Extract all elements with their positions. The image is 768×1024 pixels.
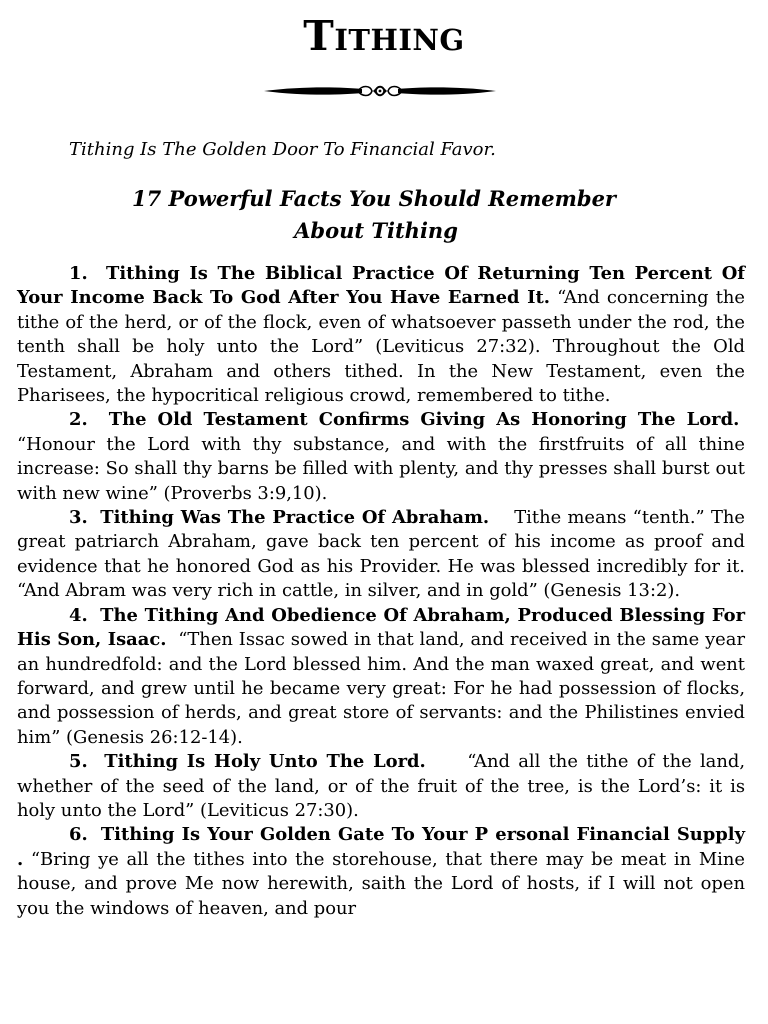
fact-text: “Honour the Lord with thy substance, and with the firstfruits of all thine increase: So shall thy barns be filled with plenty, and thy presses shall burst out with new wine” (Proverbs 3:9,10). bbox=[17, 433, 745, 504]
title-rest: ITHING bbox=[334, 23, 465, 57]
fact-number: 4. bbox=[69, 604, 88, 626]
fact-heading: Tithing Is The Biblical Practice Of Returning Ten Percent Of Your Income Back To God After You Have Earned It. bbox=[17, 263, 745, 309]
page-title bbox=[0, 12, 768, 60]
facts-list bbox=[17, 262, 745, 921]
fact-item-5 bbox=[17, 750, 745, 823]
title-first-letter: T bbox=[303, 12, 335, 60]
fact-text: Tithe means “tenth.” The great patriarch Abraham, gave back ten percent of his income as proof and evidence that he honored God as his Provider. He was blessed incredibly for it. “And Abram was very rich in cattle, in silver, and in gold” (Genesis 13:2). bbox=[17, 507, 745, 602]
fact-number: 3. bbox=[69, 507, 88, 529]
fact-text: “Then Issac sowed in that land, and received in the same year an hundredfold: and the Lord blessed him. And the man waxed great, and went forward, and grew until he became very great: For he had possession of flocks, and possession of herds, and great store of servants: and the Philistines envied him” (Genesis 26:12-14). bbox=[17, 629, 745, 748]
fact-heading: The Old Testament Confirms Giving As Honoring The Lord. bbox=[108, 409, 740, 431]
fact-number: 2. bbox=[69, 409, 88, 431]
subtitle-line-1: 17 Powerful Facts You Should Remember bbox=[131, 186, 616, 211]
fact-heading: Tithing Was The Practice Of Abraham. bbox=[100, 507, 490, 529]
fact-item-2 bbox=[17, 408, 745, 506]
fact-text: “And concerning the tithe of the herd, or of the flock, even of whatsoever passeth under the rod, the tenth shall be holy unto the Lord” (Leviticus 27:32). Throughout the Old Testament, Abraham and others tithed. In the New Testament, even the Pharisees, the hypocritical religious crowd, remembered to tithe. bbox=[17, 287, 746, 407]
fact-heading: Tithing Is Holy Unto The Lord. bbox=[104, 751, 426, 773]
fact-number: 6. bbox=[69, 824, 88, 846]
fact-text: “And all the tithe of the land, whether of the seed of the land, or of the fruit of the tree, is the Lord’s: it is holy unto the Lord” (Leviticus 27:30). bbox=[17, 751, 746, 821]
ornament-divider-icon bbox=[262, 81, 498, 101]
subtitle-line-2: About Tithing bbox=[294, 218, 458, 243]
fact-item-4 bbox=[17, 604, 745, 750]
fact-number: 1. bbox=[69, 263, 88, 284]
fact-item-6 bbox=[17, 823, 745, 921]
fact-text: “Bring ye all the tithes into the storehouse, that there may be meat in Mine house, and prove Me now herewith, saith the Lord of hosts, if I will not open you the windows of heaven, and pour bbox=[17, 848, 745, 919]
fact-item-1 bbox=[17, 262, 745, 408]
fact-heading: The Tithing And Obedience Of Abraham, Produced Blessing For His Son, Isaac. bbox=[17, 604, 745, 651]
tagline: Tithing Is The Golden Door To Financial Favor. bbox=[69, 139, 496, 160]
fact-item-3 bbox=[17, 506, 745, 604]
fact-number: 5. bbox=[69, 751, 88, 773]
fact-heading: Tithing Is Your Golden Gate To Your P ersonal Financial Supply . bbox=[17, 824, 746, 870]
